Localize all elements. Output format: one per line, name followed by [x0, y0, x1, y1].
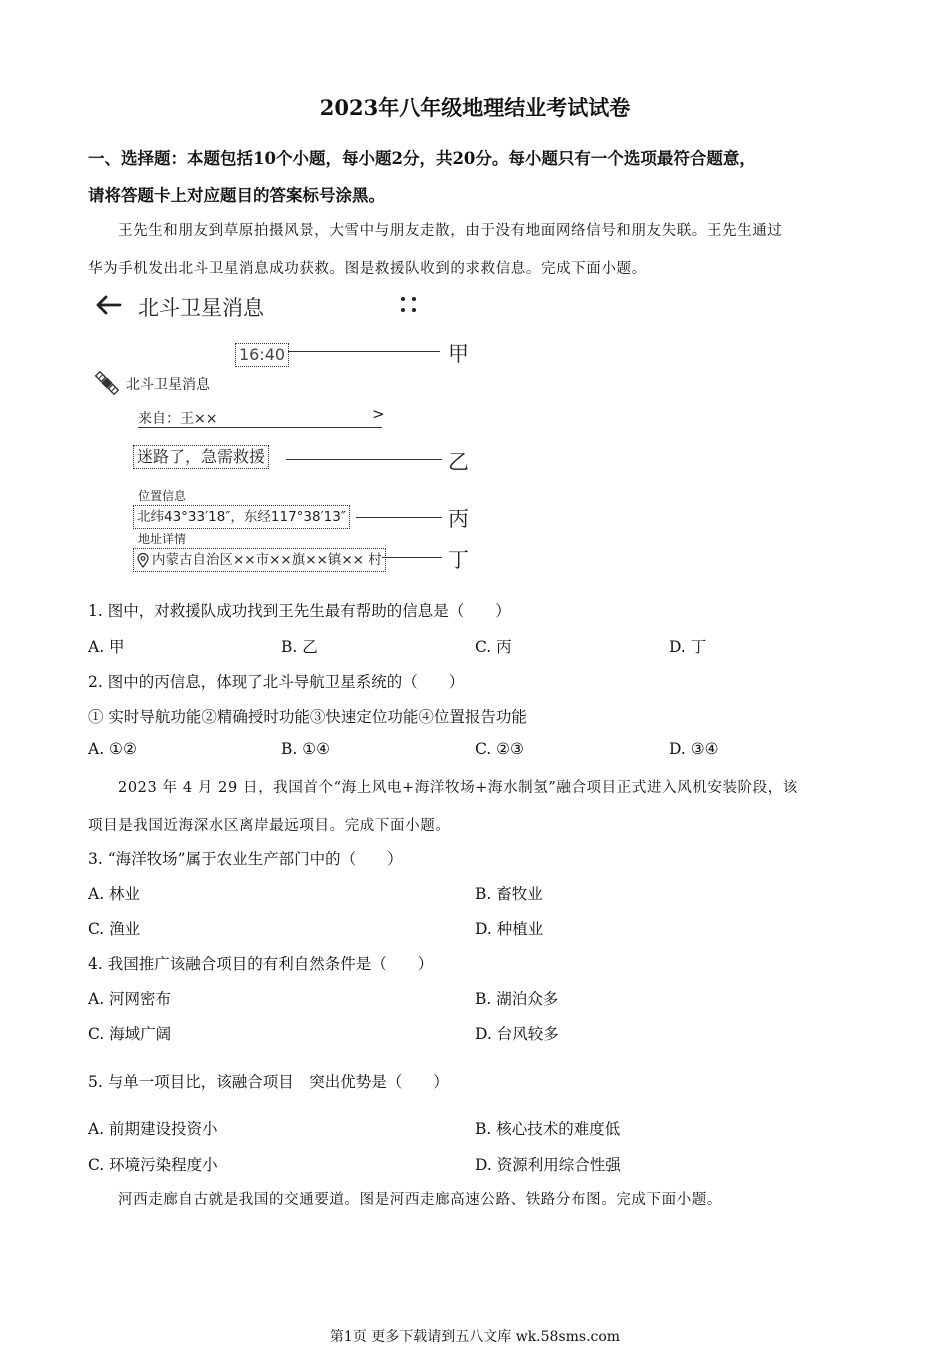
question-1-stem: 1. 图中，对救援队成功找到王先生最有帮助的信息是（ ） — [88, 602, 511, 620]
time-box: 16:40 — [235, 343, 289, 367]
mark-ding: 丁 — [448, 548, 469, 572]
location-label: 位置信息 — [138, 489, 187, 503]
from-underline — [138, 427, 382, 428]
question-2-option-a: A. ①② — [88, 740, 137, 758]
question-3-option-b: B. 畜牧业 — [475, 885, 543, 903]
section-heading-line-1: 一、选择题：本题包括10个小题，每小题2分，共20分。每小题只有一个选项最符合题意， — [88, 149, 756, 168]
question-4-stem: 4. 我国推广该融合项目的有利自然条件是（ ） — [88, 955, 434, 973]
sender-label: 北斗卫星消息 — [126, 377, 210, 393]
passage-2-line-2: 项目是我国近海深水区离岸最远项目。完成下面小题。 — [88, 818, 451, 834]
question-5-option-d: D. 资源利用综合性强 — [475, 1156, 621, 1174]
question-2-option-b: B. ①④ — [281, 740, 331, 758]
message-box: 迷路了，急需救援 — [133, 445, 269, 469]
question-1-option-b: B. 乙 — [281, 638, 318, 656]
question-4-option-b: B. 湖泊众多 — [475, 990, 559, 1008]
from-chevron: > — [372, 405, 385, 423]
satellite-icon — [92, 368, 122, 398]
question-5-option-b: B. 核心技术的难度低 — [475, 1120, 621, 1138]
question-4-option-c: C. 海域广阔 — [88, 1025, 172, 1043]
address-text: 内蒙古自治区××市××旗××镇×× 村 — [152, 552, 382, 568]
page-footer: 第1页 更多下载请到五八文库 wk.58sms.com — [329, 1329, 621, 1345]
figure-header-title: 北斗卫星消息 — [138, 296, 264, 320]
from-line: 来自：王×× — [138, 411, 218, 427]
question-5-option-c: C. 环境污染程度小 — [88, 1156, 218, 1174]
more-icon — [399, 295, 419, 315]
question-1-option-c: C. 丙 — [475, 638, 512, 656]
leader-line-yi — [286, 459, 442, 460]
question-5-option-a: A. 前期建设投资小 — [88, 1120, 218, 1138]
question-5-stem: 5. 与单一项目比，该融合项目 突出优势是（ ） — [88, 1073, 449, 1091]
beidou-message-figure — [88, 288, 488, 578]
passage-1-line-1: 王先生和朋友到草原拍摄风景，大雪中与朋友走散，由于没有地面网络信号和朋友失联。王先生通过 — [118, 223, 783, 239]
page-title: 2023年八年级地理结业考试试卷 — [319, 95, 631, 120]
question-2-option-c: C. ②③ — [475, 740, 524, 758]
question-1-option-a: A. 甲 — [88, 638, 125, 656]
location-box: 北纬43°33′18″，东经117°38′13″ — [133, 505, 350, 529]
question-1-option-d: D. 丁 — [669, 638, 707, 656]
section-heading-line-2: 请将答题卡上对应题目的答案标号涂黑。 — [88, 186, 385, 205]
question-2-stem: 2. 图中的丙信息，体现了北斗导航卫星系统的（ ） — [88, 673, 465, 691]
passage-3-line-1: 河西走廊自古就是我国的交通要道。图是河西走廊高速公路、铁路分布图。完成下面小题。 — [118, 1192, 722, 1208]
question-3-option-d: D. 种植业 — [475, 920, 544, 938]
question-4-option-a: A. 河网密布 — [88, 990, 172, 1008]
passage-2-line-1: 2023 年 4 月 29 日，我国首个“海上风电+海洋牧场+海水制氢”融合项目正式进入风机安装阶段，该 — [118, 780, 798, 796]
leader-line-jia — [288, 351, 440, 352]
question-2-items: ① 实时导航功能②精确授时功能③快速定位功能④位置报告功能 — [88, 708, 527, 726]
address-box — [133, 548, 386, 572]
mark-yi: 乙 — [448, 450, 469, 474]
leader-line-bing — [356, 517, 442, 518]
question-3-stem: 3. “海洋牧场”属于农业生产部门中的（ ） — [88, 850, 403, 868]
mark-jia: 甲 — [448, 342, 469, 366]
location-pin-icon — [137, 553, 149, 568]
question-4-option-d: D. 台风较多 — [475, 1025, 559, 1043]
leader-line-ding — [382, 557, 442, 558]
mark-bing: 丙 — [448, 507, 469, 531]
back-arrow-icon — [94, 294, 122, 316]
passage-1-line-2: 华为手机发出北斗卫星消息成功获救。图是救援队收到的求救信息。完成下面小题。 — [88, 261, 647, 277]
address-label: 地址详情 — [138, 532, 187, 546]
question-2-option-d: D. ③④ — [669, 740, 719, 758]
question-3-option-c: C. 渔业 — [88, 920, 141, 938]
question-3-option-a: A. 林业 — [88, 885, 141, 903]
